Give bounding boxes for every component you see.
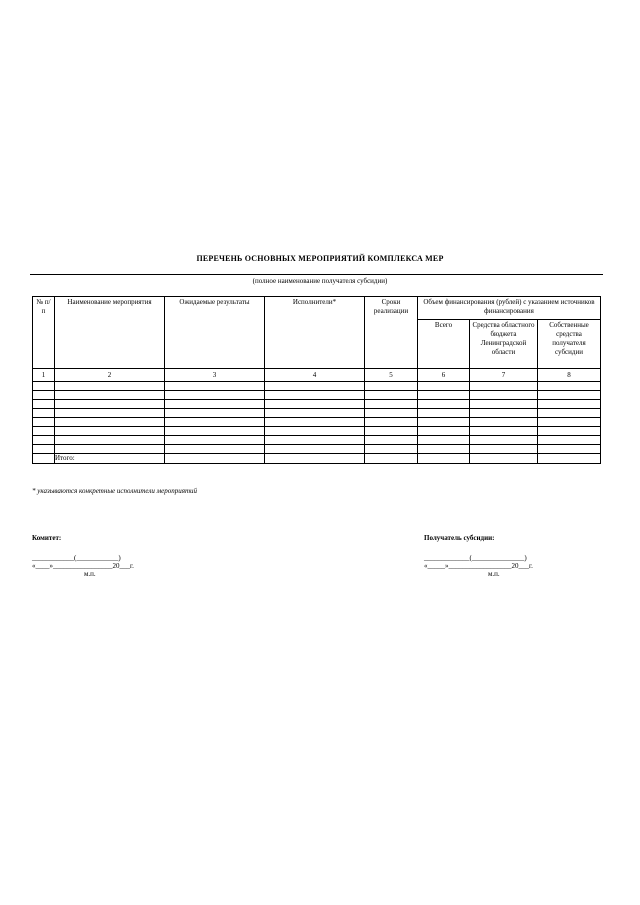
table-cell (55, 418, 165, 427)
recipient-name-line (30, 274, 603, 275)
header-row (33, 297, 601, 320)
table-cell (265, 382, 365, 391)
recipient-label: Получатель субсидии: (424, 534, 495, 542)
table-cell (55, 400, 165, 409)
table-cell (470, 391, 538, 400)
header-executors: Исполнители* (265, 297, 365, 369)
table-cell (418, 454, 470, 464)
header-regional-budget: Средства областного бюджета Ленинградской области (470, 320, 538, 369)
table-cell (418, 400, 470, 409)
recipient-signature-block (424, 534, 533, 578)
table-cell (33, 382, 55, 391)
column-number: 5 (365, 369, 418, 382)
table-cell (265, 391, 365, 400)
total-row (33, 454, 601, 464)
committee-signature-line: ____________(____________) (32, 554, 121, 562)
table-cell (365, 427, 418, 436)
table-cell (470, 427, 538, 436)
header-num: № п/п (33, 297, 55, 369)
committee-label: Комитет: (32, 534, 62, 542)
table-cell (470, 418, 538, 427)
table-cell (470, 409, 538, 418)
table-cell (418, 445, 470, 454)
table-row (33, 400, 601, 409)
measures-table (32, 296, 601, 464)
recipient-signature-line: _____________(_______________) (424, 554, 527, 562)
table-cell (538, 445, 601, 454)
table-cell (418, 418, 470, 427)
table-cell (538, 391, 601, 400)
column-number: 3 (165, 369, 265, 382)
recipient-date-line: «_____»__________________20___г. (424, 562, 533, 570)
table-cell (165, 418, 265, 427)
table-cell (418, 391, 470, 400)
table-cell (33, 436, 55, 445)
document-title: ПЕРЕЧЕНЬ ОСНОВНЫХ МЕРОПРИЯТИЙ КОМПЛЕКСА МЕР (196, 254, 444, 263)
column-number: 7 (470, 369, 538, 382)
table-cell (365, 445, 418, 454)
table-cell (165, 436, 265, 445)
column-number: 1 (33, 369, 55, 382)
table-cell (418, 436, 470, 445)
recipient-stamp-place: м.п. (488, 570, 500, 578)
table-cell (33, 427, 55, 436)
table-cell (265, 436, 365, 445)
header-results: Ожидаемые результаты (165, 297, 265, 369)
header-own-funds: Собственные средства получателя субсидии (538, 320, 601, 369)
table-cell (265, 427, 365, 436)
table-cell (365, 400, 418, 409)
table-cell (165, 427, 265, 436)
table-cell (55, 409, 165, 418)
column-number: 4 (265, 369, 365, 382)
table-cell (265, 400, 365, 409)
table-cell (33, 400, 55, 409)
column-number-row (33, 369, 601, 382)
table-cell (165, 400, 265, 409)
table-cell (538, 454, 601, 464)
table-cell (165, 454, 265, 464)
table-row (33, 391, 601, 400)
header-name: Наименование мероприятия (55, 297, 165, 369)
table-cell (470, 445, 538, 454)
footnote: * указываются конкретные исполнители мероприятий (32, 487, 198, 495)
table-cell (470, 454, 538, 464)
table-cell (55, 445, 165, 454)
table-cell (165, 382, 265, 391)
table-row (33, 409, 601, 418)
table-row (33, 427, 601, 436)
table-cell (470, 382, 538, 391)
table-row (33, 445, 601, 454)
table-cell (538, 427, 601, 436)
table-cell (538, 382, 601, 391)
table-cell (55, 382, 165, 391)
table-cell (265, 445, 365, 454)
table-cell (165, 409, 265, 418)
table-cell (33, 418, 55, 427)
table-cell (538, 400, 601, 409)
column-number: 6 (418, 369, 470, 382)
table-cell (265, 409, 365, 418)
table-cell (418, 409, 470, 418)
table-cell (55, 391, 165, 400)
table-cell (365, 382, 418, 391)
table-cell (33, 391, 55, 400)
table-cell (365, 409, 418, 418)
table-cell (538, 409, 601, 418)
table-cell (165, 445, 265, 454)
table-row (33, 436, 601, 445)
table-cell (538, 418, 601, 427)
table-cell (265, 454, 365, 464)
committee-stamp-place: м.п. (84, 570, 96, 578)
table-cell (55, 427, 165, 436)
committee-date-line: «____»_________________20___г. (32, 562, 134, 570)
table-cell (55, 436, 165, 445)
table-cell (538, 436, 601, 445)
total-label: Итого: (55, 454, 165, 464)
table-cell (365, 391, 418, 400)
column-number: 8 (538, 369, 601, 382)
table-cell (365, 454, 418, 464)
recipient-name-caption: (полное наименование получателя субсидии) (252, 277, 388, 285)
committee-signature-block (32, 534, 134, 578)
table-cell (265, 418, 365, 427)
table-cell (33, 454, 55, 464)
table-cell (33, 409, 55, 418)
table-cell (470, 400, 538, 409)
table-cell (418, 382, 470, 391)
column-number: 2 (55, 369, 165, 382)
table-cell (365, 436, 418, 445)
table-cell (470, 436, 538, 445)
header-total: Всего (418, 320, 470, 369)
table-cell (418, 427, 470, 436)
header-funding: Объем финансирования (рублей) с указанием источников финансирования (418, 297, 601, 320)
table-row (33, 382, 601, 391)
table-cell (33, 445, 55, 454)
table-cell (365, 418, 418, 427)
table-cell (165, 391, 265, 400)
table-row (33, 418, 601, 427)
header-terms: Сроки реализации (365, 297, 418, 369)
